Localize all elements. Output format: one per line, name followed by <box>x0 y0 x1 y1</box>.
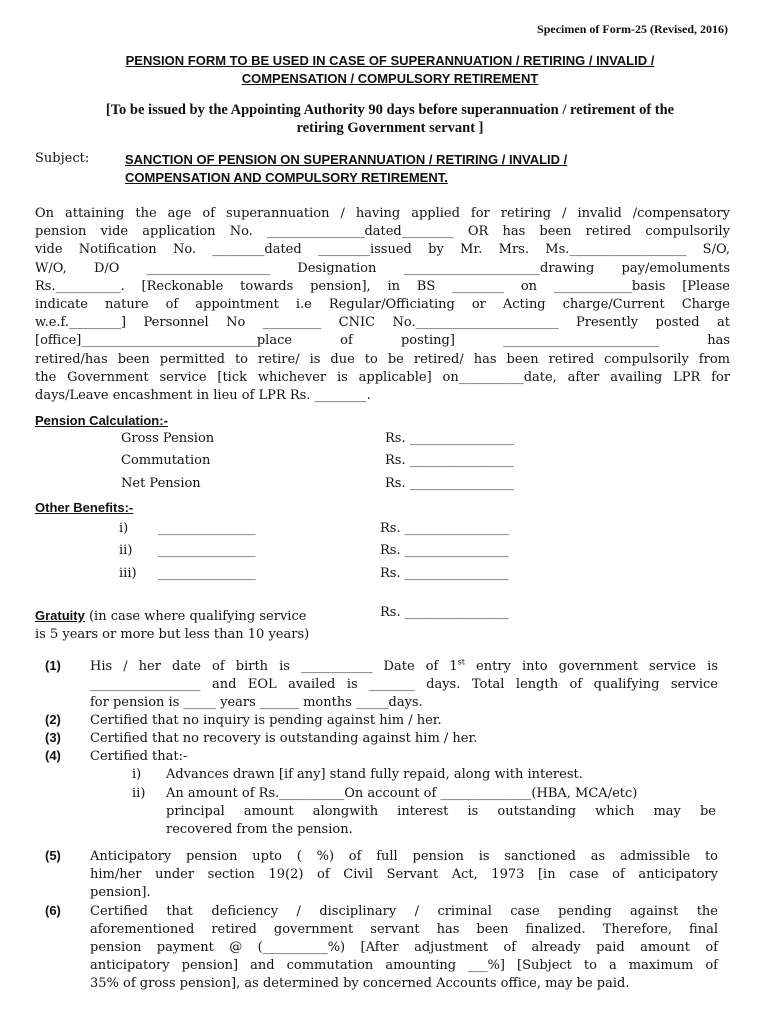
benefit-blank: _______________ <box>158 521 256 536</box>
intro-line: days/Leave encashment in lieu of LPR Rs. ________. <box>35 387 371 403</box>
intro-line: retired/has been permitted to retire/ is due to be retired/ has been retired compulsorily from <box>35 351 730 367</box>
item-2-text: Certified that no inquiry is pending against him / her. <box>90 713 442 728</box>
item-6-line: anticipatory pension] and commutation amounting ___%] [Subject to a maximum of <box>90 958 718 973</box>
intro-line: pension vide application No. _______________dated________ OR has been retired compulsorily <box>35 224 730 240</box>
intro-line: indicate nature of appointment i.e Regular/Officiating or Acting charge/Current Charge <box>35 296 730 312</box>
item-5-line: Anticipatory pension upto ( %) of full pension is sanctioned as admissible to <box>90 849 718 864</box>
intro-line: W/O, D/O ___________________ Designation _____________________drawing pay/emoluments <box>35 260 730 276</box>
sub-item-2-line: recovered from the pension. <box>166 822 353 837</box>
form-title-line-1: PENSION FORM TO BE USED IN CASE OF SUPERANNUATION / RETIRING / INVALID / <box>125 53 655 68</box>
benefit-amount: Rs. ________________ <box>380 521 509 536</box>
item-3-text: Certified that no recovery is outstanding against him / her. <box>90 731 478 746</box>
item-1-line: for pension is _____ years ______ months _____days. <box>90 695 423 710</box>
intro-line: [office]___________________________place of posting] ________________________ has <box>35 333 730 349</box>
issuing-note-line-1: [To be issued by the Appointing Authority 90 days before superannuation / retirement of the <box>105 102 675 118</box>
form-title <box>20 52 760 88</box>
intro-paragraph <box>35 205 730 405</box>
ordinal-suffix: st <box>457 657 465 667</box>
item-6-line: aforementioned retired government servant has been finalized. Therefore, final <box>90 922 718 937</box>
gross-pension-amount: Rs. ________________ <box>385 431 514 446</box>
sub-item-2-text <box>166 785 716 839</box>
form-specimen-label: Specimen of Form-25 (Revised, 2016) <box>537 22 728 36</box>
item-number: (6) <box>45 903 61 918</box>
item-6-line: 35% of gross pension], as determined by concerned Accounts office, may be paid. <box>90 976 630 991</box>
item-1-line-a: His / her date of birth is ___________ Date of 1 <box>90 659 458 674</box>
item-6-line: pension payment @ (__________%) [After adjustment of already paid amount of <box>90 940 718 955</box>
intro-line: On attaining the age of superannuation / having applied for retiring / invalid /compensatory <box>35 206 730 221</box>
benefit-blank: _______________ <box>158 543 256 558</box>
item-number: (1) <box>45 658 61 673</box>
item-5-line: pension]. <box>90 885 151 900</box>
gratuity-condition-cont: is 5 years or more but less than 10 years) <box>35 627 310 642</box>
commutation-label: Commutation <box>121 453 211 468</box>
item-1-line: _________________ and EOL availed is _______ days. Total length of qualifying service <box>90 677 718 692</box>
item-5-line: him/her under section 19(2) of Civil Servant Act, 1973 [in case of anticipatory <box>90 867 718 882</box>
item-number: (5) <box>45 848 61 863</box>
gratuity-block <box>35 607 309 644</box>
benefit-amount: Rs. ________________ <box>380 566 509 581</box>
issuing-note <box>20 101 760 137</box>
benefit-amount: Rs. ________________ <box>380 543 509 558</box>
benefit-blank: _______________ <box>158 566 256 581</box>
item-6-line: Certified that deficiency / disciplinary / criminal case pending against the <box>90 904 718 919</box>
item-number: (4) <box>45 748 61 763</box>
intro-line: vide Notification No. ________dated ________issued by Mr. Mrs. Ms.__________________ S/O, <box>35 242 730 258</box>
item-number: (2) <box>45 712 61 727</box>
item-1-line-b: entry into government service is <box>465 659 718 674</box>
gratuity-condition: (in case where qualifying service <box>84 609 307 624</box>
item-6-text <box>90 903 718 993</box>
item-1-line <box>90 658 718 676</box>
net-pension-label: Net Pension <box>121 476 201 491</box>
pension-calculation-heading: Pension Calculation:- <box>35 413 168 428</box>
net-pension-amount: Rs. ________________ <box>385 476 514 491</box>
intro-line: w.e.f.________] Personnel No _________ CNIC No.______________________ Presently posted at <box>35 315 730 331</box>
sub-item-number: i) <box>132 767 142 782</box>
other-benefits-heading: Other Benefits:- <box>35 500 134 515</box>
benefit-number: i) <box>119 521 129 536</box>
commutation-amount: Rs. ________________ <box>385 453 514 468</box>
subject-line-2: COMPENSATION AND COMPULSORY RETIREMENT. <box>125 170 448 185</box>
item-4-text: Certified that:- <box>90 749 188 764</box>
sub-item-number: ii) <box>132 786 146 801</box>
item-5-text <box>90 848 718 902</box>
gross-pension-label: Gross Pension <box>121 431 215 446</box>
intro-line: Rs.__________. [Reckonable towards pension], in BS ________ on ____________basis [Please <box>35 278 730 294</box>
gratuity-heading: Gratuity <box>35 608 85 623</box>
subject-line-1: SANCTION OF PENSION ON SUPERANNUATION / RETIRING / INVALID / <box>125 152 568 167</box>
item-number: (3) <box>45 730 61 745</box>
subject-text <box>125 151 567 187</box>
form-title-line-2: COMPENSATION / COMPULSORY RETIREMENT <box>241 71 539 86</box>
item-1-text <box>90 658 718 712</box>
benefit-number: iii) <box>119 566 137 581</box>
gratuity-amount: Rs. ________________ <box>380 605 509 620</box>
benefit-number: ii) <box>119 543 133 558</box>
sub-item-2-line: An amount of Rs.__________On account of ______________(HBA, MCA/etc) <box>166 786 638 801</box>
subject-label: Subject: <box>35 151 90 166</box>
sub-item-1-text: Advances drawn [if any] stand fully repaid, along with interest. <box>166 767 583 782</box>
sub-item-2-line: principal amount alongwith interest is outstanding which may be <box>166 804 716 819</box>
issuing-note-line-2: retiring Government servant ] <box>296 120 484 136</box>
intro-line: the Government service [tick whichever is applicable] on__________date, after availing LPR for <box>35 369 730 385</box>
